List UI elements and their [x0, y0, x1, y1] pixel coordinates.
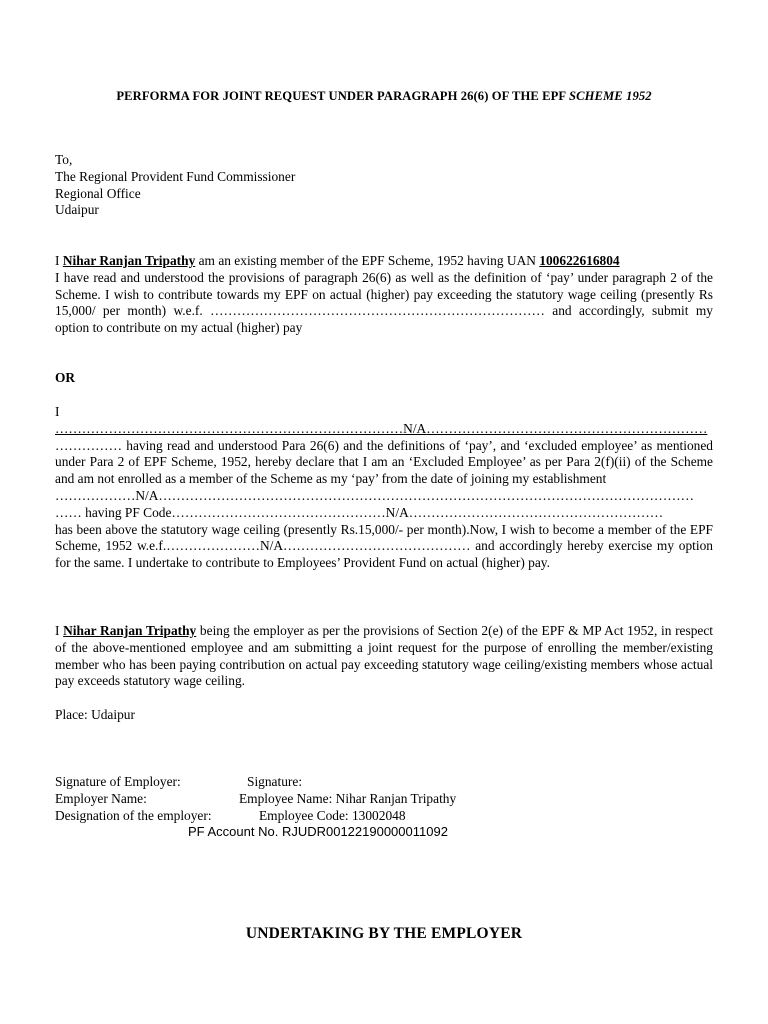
address-block: [55, 152, 713, 219]
address-line-1: The Regional Provident Fund Commissioner: [55, 168, 296, 184]
para2-declaration: …………… having read and understood Para 26(6) and the definitions of ‘pay’, and ‘excluded employee’ as mentioned under Para 2 of EPF Scheme, 1952, hereby declare that I am an ‘Excluded Employee’ as per Para 2(f)(ii) of the Scheme and am not enrolled as a member of the Scheme as my ‘pay’ from the date of joining my establishment: [55, 437, 713, 487]
employee-name-label: Employee Name: Nihar Ranjan Tripathy: [239, 790, 457, 806]
employee-name-na: N/A: [403, 420, 427, 436]
employee-signature-label: Signature:: [247, 774, 303, 789]
employee-name-blank: ……………………………………………………………………N/A………………………………………………………: [55, 420, 708, 436]
address-line-2: Regional Office: [55, 185, 141, 201]
address-salutation: To,: [55, 152, 73, 167]
uan-number: 100622616804: [539, 253, 620, 268]
title-main: PERFORMA FOR JOINT REQUEST UNDER PARAGRAPH 26(6) OF THE EPF: [116, 89, 569, 103]
or-separator: OR: [55, 370, 76, 385]
paragraph-excluded-employee: [55, 404, 713, 572]
undertaking-heading: UNDERTAKING BY THE EMPLOYER: [245, 925, 523, 942]
para1-first-line: I Nihar Ranjan Tripathy am an existing member of the EPF Scheme, 1952 having UAN 100622616804: [55, 253, 620, 268]
employer-signature-label: Signature of Employer:: [55, 774, 181, 789]
pf-account-number: RJUDR00122190000011092: [281, 824, 448, 839]
title-italic: SCHEME 1952: [569, 89, 652, 103]
para2-pronoun: I: [55, 404, 60, 419]
pf-account-label: PF Account No.: [188, 824, 282, 839]
para2-option: has been above the statutory wage ceiling (presently Rs.15,000/- per month).Now, I wish to become a member of the EPF Scheme, 1952 w.e.f.…………………N/A…………………………………… and accordingly hereby exercise my option for the same. I undertake to contribute to Employees’ Provident Fund on actual (higher) pay.: [55, 521, 713, 571]
para1-body: I have read and understood the provisions of paragraph 26(6) as well as the definition of ‘pay’ under paragraph 2 of the Scheme. I wish to contribute towards my EPF on actual (higher) pay exceeding the statutory wage ceiling (presently Rs 15,000/ per month) w.e.f. ………………………………………………………………… and accordingly, submit my option to contribute on my actual (higher) pay: [55, 269, 713, 336]
employee-code-label: Employee Code: 13002048: [259, 807, 406, 823]
pf-account-line: [188, 824, 448, 841]
signature-block: [55, 774, 713, 824]
paragraph-employer: I Nihar Ranjan Tripathy being the employer as per the provisions of Section 2(e) of the EPF & MP Act 1952, in respect of the above-mentioned employee and am submitting a joint request for the purpose of enrolling the member/existing member who has been paying contribution on actual pay exceeding statutory wage ceiling/existing members whose actual pay exceeds statutory wage ceiling.: [55, 623, 713, 689]
para3-body: being the employer as per the provisions of Section 2(e) of the EPF & MP Act 1952, in respect of the above-mentioned employee and am submitting a joint request for the purpose of enrolling the member/existing member who has been paying contribution on actual pay exceeding statutory wage ceiling/existing members whose actual pay exceeds statutory wage ceiling.: [55, 623, 713, 689]
paragraph-existing-member: [55, 253, 713, 337]
employer-designation-label: Designation of the employer:: [55, 807, 212, 823]
member-name: Nihar Ranjan Tripathy: [62, 253, 196, 268]
document-title: [0, 88, 768, 105]
place-line: Place: Udaipur: [55, 707, 135, 722]
pf-code-blank: …… having PF Code…………………………………………N/A…………………………………………………: [55, 504, 664, 520]
address-line-3: Udaipur: [55, 202, 99, 218]
employer-name: Nihar Ranjan Tripathy: [63, 623, 197, 638]
employer-name-label: Employer Name:: [55, 790, 147, 806]
date-of-joining-blank: ………………N/A…………………………………………………………………………………………………………: [55, 487, 695, 503]
